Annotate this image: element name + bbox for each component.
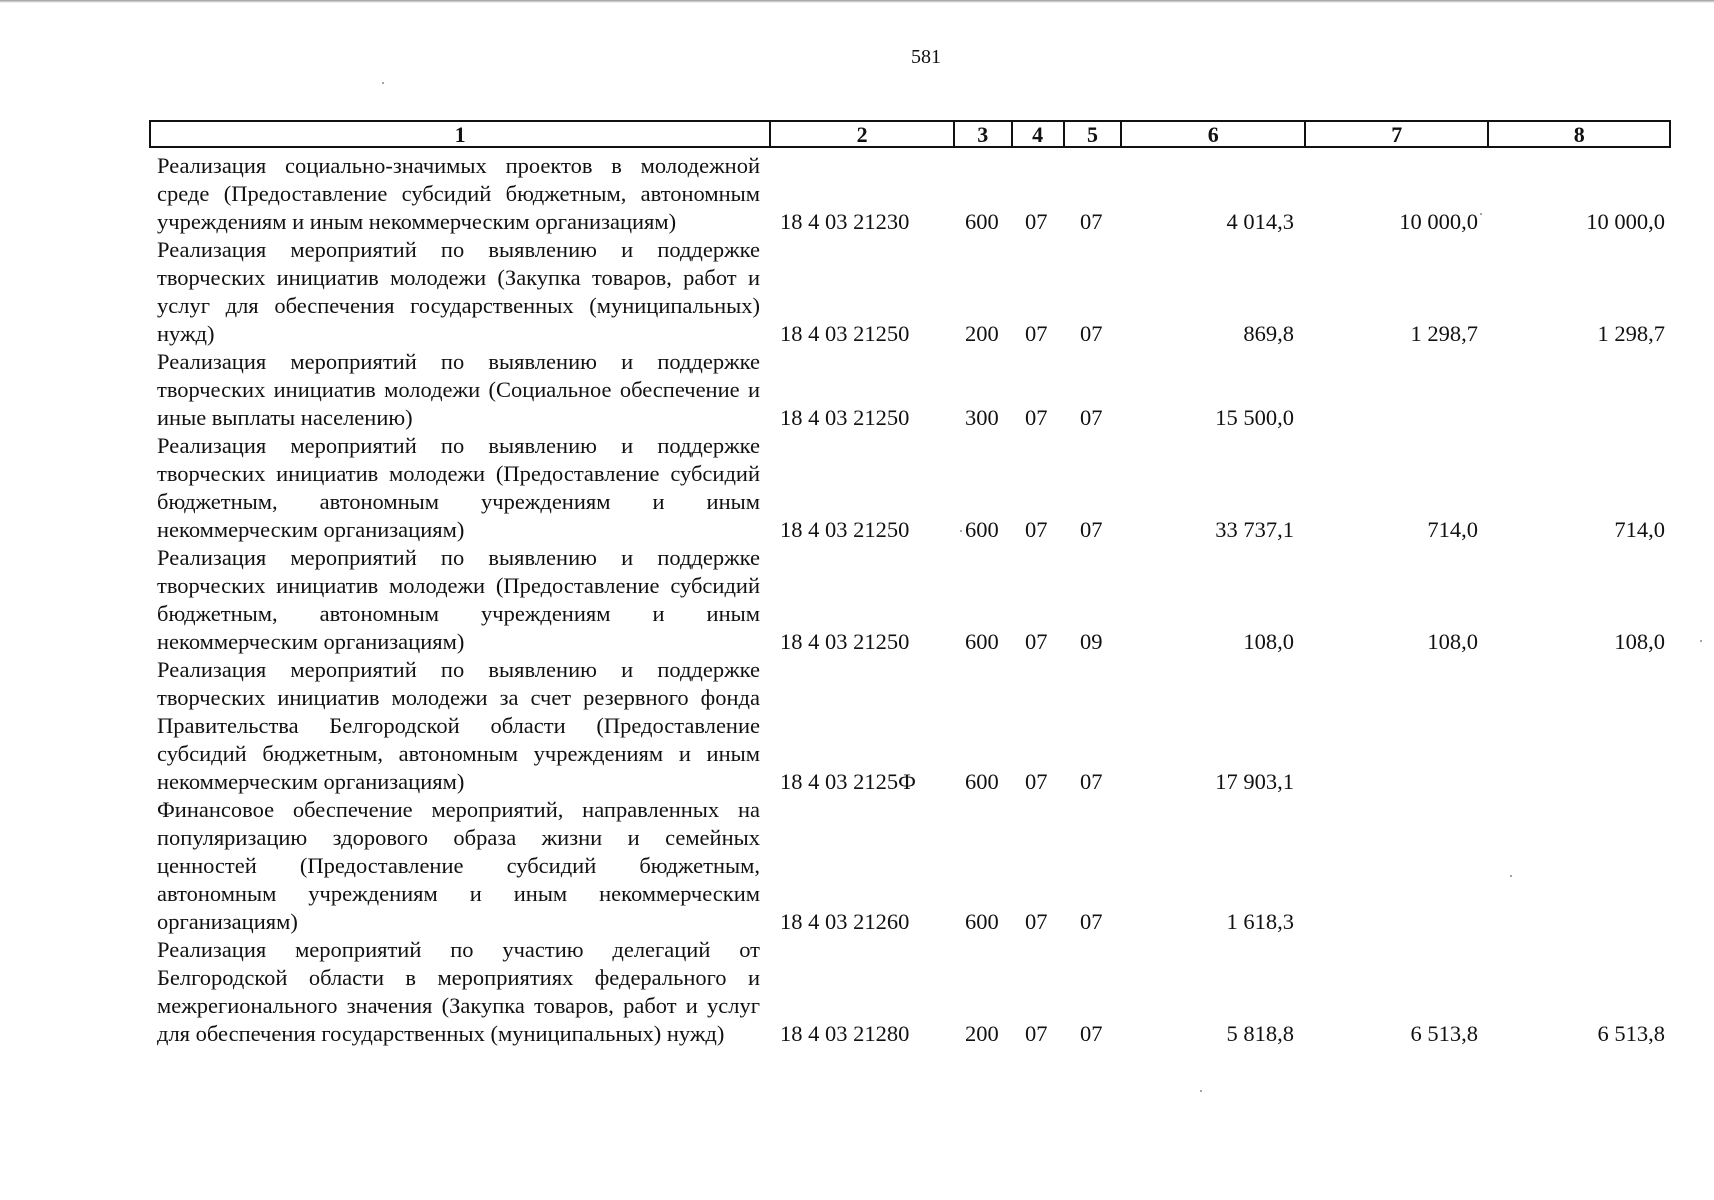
header-col-2: 2 [771, 122, 955, 146]
row-section: 07 [1025, 209, 1048, 234]
row-value-col6: 15 500,0 [1215, 405, 1294, 430]
row-section: 07 [1025, 1021, 1048, 1046]
scan-speck [382, 82, 384, 84]
row-value-col8: 108,0 [1614, 629, 1665, 654]
scan-speck [1510, 875, 1512, 877]
scan-speck [1200, 1090, 1202, 1092]
row-expense-type: 600 [965, 909, 999, 934]
row-code: 18 4 03 21280 [780, 1021, 910, 1046]
row-value-col6: 5 818,8 [1226, 1021, 1294, 1046]
table-row [0, 432, 1714, 544]
row-description: Реализация социально-значимых проектов в молодежной среде (Предоставление субсидий бюджетным, автономным учреждениям и иным некоммерческим организациям) [157, 153, 760, 234]
table-row [0, 796, 1714, 936]
table-row [0, 236, 1714, 348]
header-col-4: 4 [1013, 122, 1065, 146]
row-section: 07 [1025, 769, 1048, 794]
row-value-col8: 6 513,8 [1597, 1021, 1665, 1046]
row-expense-type: 200 [965, 321, 999, 346]
row-expense-type: 600 [965, 769, 999, 794]
row-section: 07 [1025, 321, 1048, 346]
row-value-col6: 17 903,1 [1215, 769, 1294, 794]
row-description: Реализация мероприятий по выявлению и поддержке творческих инициатив молодежи (Закупка товаров, работ и услуг для обеспечения государственных (муниципальных) нужд) [157, 237, 760, 346]
table-row [0, 348, 1714, 432]
table-row [0, 544, 1714, 656]
row-code: 18 4 03 2125Ф [780, 769, 916, 794]
scan-speck [960, 530, 962, 532]
row-expense-type: 600 [965, 209, 999, 234]
scan-speck [1480, 213, 1482, 215]
row-value-col6: 1 618,3 [1226, 909, 1294, 934]
row-value-col8: 1 298,7 [1597, 321, 1665, 346]
page-number: 581 [911, 46, 941, 68]
row-value-col6: 33 737,1 [1215, 517, 1294, 542]
row-expense-type: 600 [965, 517, 999, 542]
row-description: Реализация мероприятий по участию делегаций от Белгородской области в мероприятиях федерального и межрегионального значения (Закупка товаров, работ и услуг для обеспечения государственных (муниципальных) нужд) [157, 937, 760, 1046]
row-subsection: 09 [1080, 629, 1103, 654]
table-header [149, 120, 1671, 148]
scan-speck [1700, 640, 1702, 642]
row-subsection: 07 [1080, 769, 1103, 794]
row-description: Реализация мероприятий по выявлению и поддержке творческих инициатив молодежи (Предоставление субсидий бюджетным, автономным учреждениям и иным некоммерческим организациям) [157, 433, 760, 542]
row-subsection: 07 [1080, 1021, 1103, 1046]
row-code: 18 4 03 21250 [780, 629, 910, 654]
row-code: 18 4 03 21250 [780, 321, 910, 346]
row-subsection: 07 [1080, 209, 1103, 234]
row-value-col7: 1 298,7 [1410, 321, 1478, 346]
row-subsection: 07 [1080, 909, 1103, 934]
row-section: 07 [1025, 517, 1048, 542]
row-value-col8: 714,0 [1614, 517, 1665, 542]
row-value-col8: 10 000,0 [1586, 209, 1665, 234]
scan-edge [0, 0, 1714, 3]
row-section: 07 [1025, 405, 1048, 430]
row-code: 18 4 03 21250 [780, 517, 910, 542]
table-body [0, 152, 1714, 1048]
row-value-col7: 714,0 [1427, 517, 1478, 542]
header-col-3: 3 [955, 122, 1013, 146]
row-description: Финансовое обеспечение мероприятий, направленных на популяризацию здорового образа жизни и семейных ценностей (Предоставление субсидий бюджетным, автономным учреждениям и иным некоммерческим организациям) [157, 797, 760, 934]
row-description: Реализация мероприятий по выявлению и поддержке творческих инициатив молодежи (Социальное обеспечение и иные выплаты населению) [157, 349, 760, 430]
header-col-6: 6 [1122, 122, 1306, 146]
row-code: 18 4 03 21250 [780, 405, 910, 430]
table-row [0, 656, 1714, 796]
row-subsection: 07 [1080, 517, 1103, 542]
row-code: 18 4 03 21230 [780, 209, 910, 234]
row-section: 07 [1025, 909, 1048, 934]
table-row [0, 936, 1714, 1048]
row-subsection: 07 [1080, 405, 1103, 430]
row-code: 18 4 03 21260 [780, 909, 910, 934]
row-expense-type: 600 [965, 629, 999, 654]
row-value-col6: 108,0 [1243, 629, 1294, 654]
table-row [0, 152, 1714, 236]
row-description: Реализация мероприятий по выявлению и поддержке творческих инициатив молодежи за счет резервного фонда Правительства Белгородской области (Предоставление субсидий бюджетным, автономным учреждениям и иным некоммерческим организациям) [157, 657, 760, 794]
header-col-8: 8 [1573, 122, 1585, 147]
row-value-col6: 869,8 [1243, 321, 1294, 346]
row-value-col6: 4 014,3 [1226, 209, 1294, 234]
row-section: 07 [1025, 629, 1048, 654]
row-value-col7: 108,0 [1427, 629, 1478, 654]
header-col-7: 7 [1306, 122, 1490, 146]
header-col-1: 1 [151, 122, 771, 146]
header-col-5: 5 [1065, 122, 1123, 146]
row-description: Реализация мероприятий по выявлению и поддержке творческих инициатив молодежи (Предоставление субсидий бюджетным, автономным учреждениям и иным некоммерческим организациям) [157, 545, 760, 654]
row-value-col7: 6 513,8 [1410, 1021, 1478, 1046]
row-value-col7: 10 000,0 [1399, 209, 1478, 234]
row-subsection: 07 [1080, 321, 1103, 346]
row-expense-type: 200 [965, 1021, 999, 1046]
row-expense-type: 300 [965, 405, 999, 430]
